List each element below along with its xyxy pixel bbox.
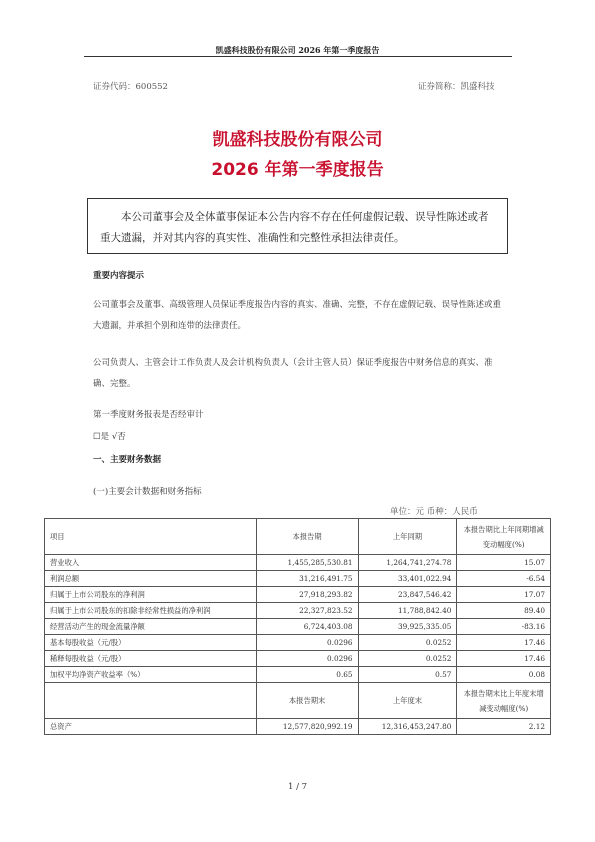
table-row (45, 719, 551, 735)
table-header-cell: 项目 (45, 519, 257, 555)
table-header-cell: 本报告期末 (256, 683, 358, 719)
table-cell: 0.0252 (358, 651, 457, 667)
table-cell: 0.57 (358, 667, 457, 683)
table-cell: 归属于上市公司股东的扣除非经常性损益的净利润 (45, 603, 257, 619)
key-tips-paragraph-1: 公司董事会及董事、高级管理人员保证季度报告内容的真实、准确、完整，不存在虚假记载、误导性陈述或重大遗漏，并承担个别和连带的法律责任。 (93, 300, 502, 331)
table-cell: 12,316,453,247.80 (358, 719, 457, 735)
table-cell: 归属于上市公司股东的净利润 (45, 587, 257, 603)
table-cell: 22,327,823.52 (256, 603, 358, 619)
table-cell: 31,216,491.75 (256, 571, 358, 587)
table-cell: 27,918,293.82 (256, 587, 358, 603)
table-cell: 33,401,022.94 (358, 571, 457, 587)
table-row (45, 587, 551, 603)
audit-answer: ☐是 √否 (93, 432, 126, 442)
page-number: 1 / 7 (287, 782, 308, 792)
section-subheading: (一)主要会计数据和财务指标 (93, 487, 202, 497)
table-cell: 11,788,842.40 (358, 603, 457, 619)
table-cell: 6,724,403.08 (256, 619, 358, 635)
financial-data-table (44, 518, 551, 735)
table-row (45, 667, 551, 683)
table-cell: 0.65 (256, 667, 358, 683)
table-cell: 0.08 (457, 667, 551, 683)
table-header-cell: 本报告期末比上年度末增减变动幅度(%) (457, 683, 551, 719)
table-cell: 稀释每股收益（元/股） (45, 651, 257, 667)
table-header-row (45, 519, 551, 555)
table-cell: 利润总额 (45, 571, 257, 587)
header-divider (84, 56, 512, 57)
audit-question: 第一季度财务报表是否经审计 (93, 410, 204, 420)
report-title: 2026 年第一季度报告 (211, 160, 384, 180)
table-cell: 17.46 (457, 635, 551, 651)
table-cell: 89.40 (457, 603, 551, 619)
table-cell: 总资产 (45, 719, 257, 735)
table-header-cell: 上年度末 (358, 683, 457, 719)
table-row (45, 635, 551, 651)
table-cell: 加权平均净资产收益率（%） (45, 667, 257, 683)
table-cell: 1,264,741,274.78 (358, 555, 457, 571)
table-row (45, 555, 551, 571)
table-cell: 12,577,820,992.19 (256, 719, 358, 735)
table-cell: -83.16 (457, 619, 551, 635)
table-row (45, 651, 551, 667)
table-header-cell: 本报告期比上年同期增减变动幅度(%) (457, 519, 551, 555)
table-row (45, 571, 551, 587)
table-row (45, 619, 551, 635)
currency-unit: 单位：元 币种：人民币 (390, 507, 478, 517)
table-cell: -6.54 (457, 571, 551, 587)
table-cell: 2.12 (457, 719, 551, 735)
table-cell: 0.0296 (256, 635, 358, 651)
table-header-cell (45, 683, 257, 719)
board-notice-box: 本公司董事会及全体董事保证本公告内容不存在任何虚假记载、误导性陈述或者重大遗漏，并对其内容的真实性、准确性和完整性承担法律责任。 (87, 198, 508, 254)
stock-abbreviation: 证券简称：凯盛科技 (418, 82, 495, 92)
section-heading: 一、主要财务数据 (93, 455, 162, 465)
table-cell: 0.0252 (358, 635, 457, 651)
stock-code: 证券代码：600552 (93, 82, 168, 92)
table-cell: 1,455,285,530.81 (256, 555, 358, 571)
table-header-cell: 上年同期 (358, 519, 457, 555)
table-cell: 0.0296 (256, 651, 358, 667)
company-title: 凯盛科技股份有限公司 (212, 130, 383, 150)
table-cell: 基本每股收益（元/股） (45, 635, 257, 651)
table-cell: 15.07 (457, 555, 551, 571)
table-header-cell: 本报告期 (256, 519, 358, 555)
table-cell: 营业收入 (45, 555, 257, 571)
table-cell: 17.07 (457, 587, 551, 603)
table-cell: 17.46 (457, 651, 551, 667)
table-header-row (45, 683, 551, 719)
table-cell: 23,847,546.42 (358, 587, 457, 603)
key-tips-heading: 重要内容提示 (93, 271, 145, 281)
key-tips-paragraph-2: 公司负责人、主管会计工作负责人及会计机构负责人（会计主管人员）保证季度报告中财务信息的真实、准确、完整。 (93, 358, 493, 389)
running-header: 凯盛科技股份有限公司 2026 年第一季度报告 (215, 45, 380, 55)
table-cell: 39,925,335.05 (358, 619, 457, 635)
table-cell: 经营活动产生的现金流量净额 (45, 619, 257, 635)
table-row (45, 603, 551, 619)
